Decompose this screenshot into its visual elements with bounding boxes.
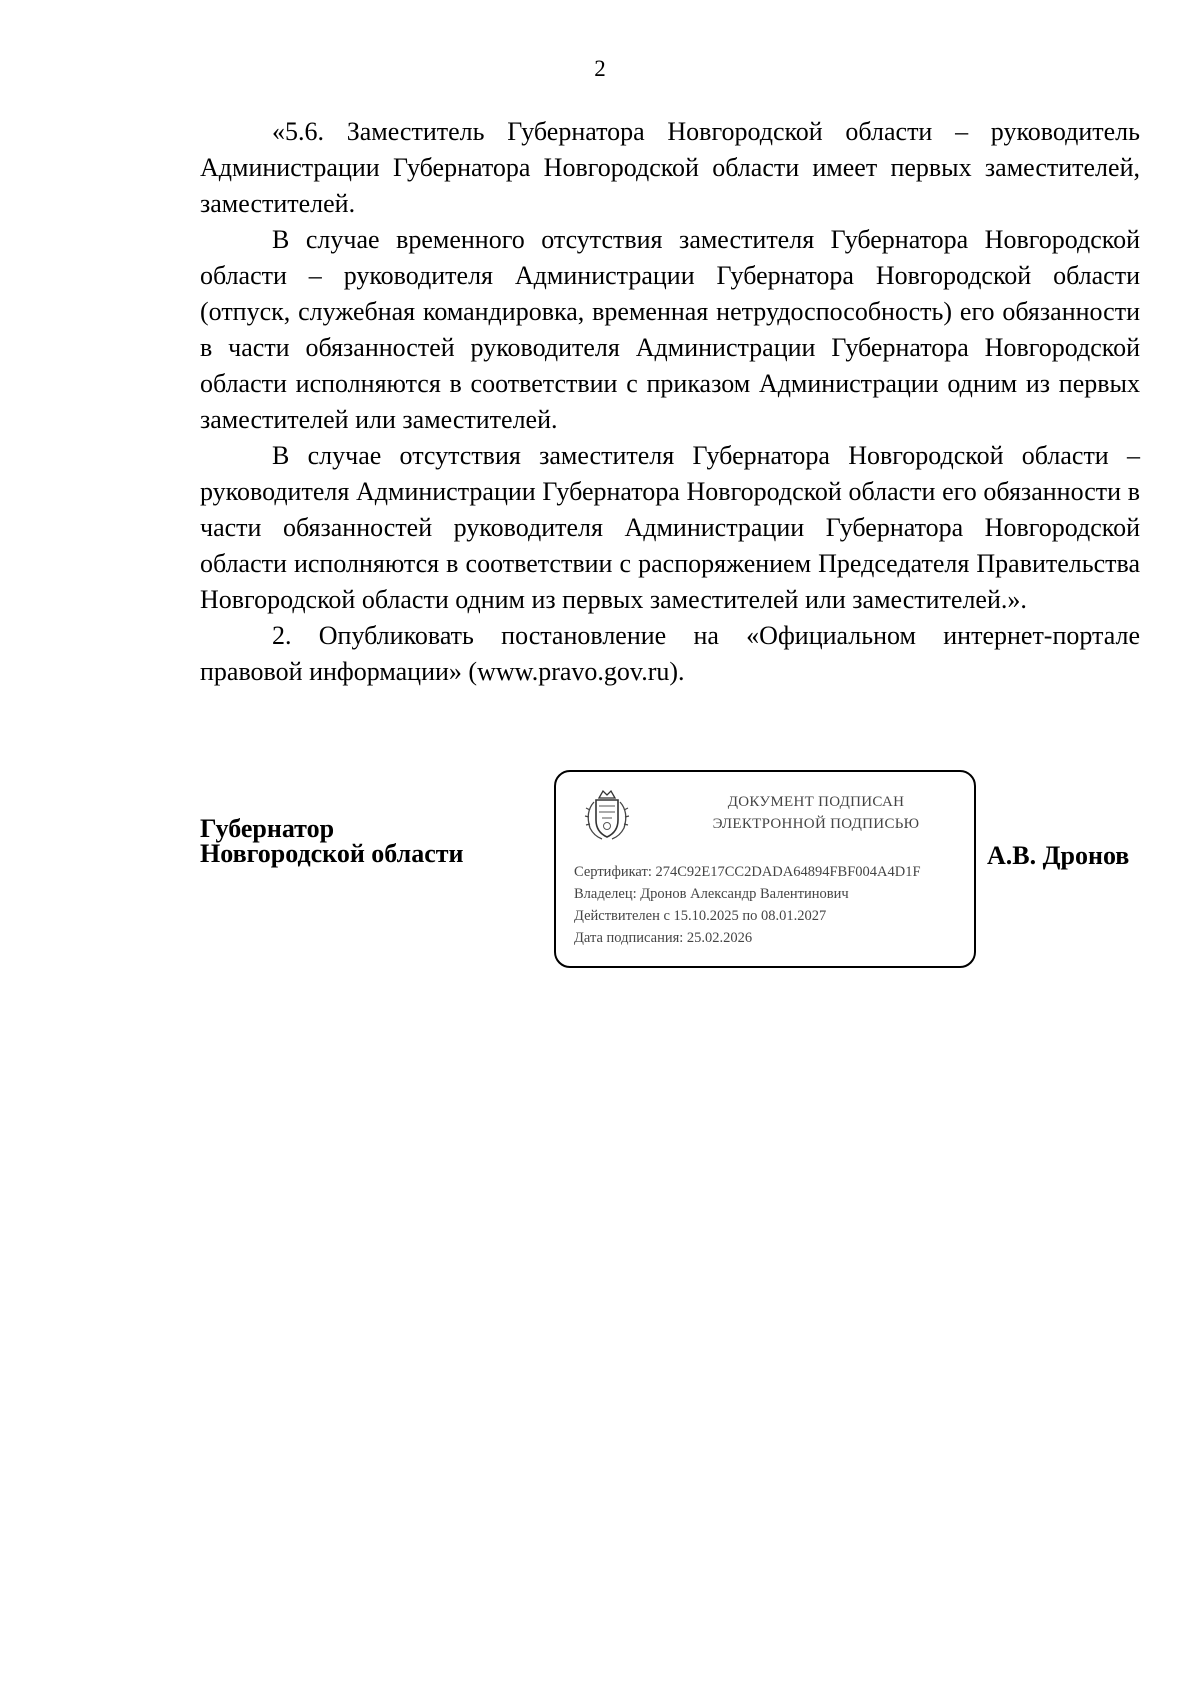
document-body <box>200 114 1140 690</box>
stamp-heading-line2: ЭЛЕКТРОННОЙ ПОДПИСЬЮ <box>712 816 920 832</box>
stamp-heading-line1: ДОКУМЕНТ ПОДПИСАН <box>727 794 905 810</box>
stamp-certificate: Сертификат: 274C92E17CC2DADA64894FBF004A4D1F <box>574 864 921 880</box>
paragraph-temporary-absence: В случае временного отсутствия заместителя Губернатора Новгородской области – руководителя Администрации Губернатора Новгородской области (отпуск, служебная командировка, временная нетрудоспособность) его обязанности в части обязанностей руководителя Администрации Губернатора Новгородской области исполняются в соответствии с приказом Администрации одним из первых заместителей или заместителей. <box>200 225 1140 434</box>
signer-position-line2: Новгородской области <box>200 839 464 868</box>
signer-position-line1: Губернатор <box>200 814 335 843</box>
stamp-owner: Владелец: Дронов Александр Валентинович <box>574 886 849 902</box>
signer-name: А.В. Дронов <box>987 841 1130 870</box>
paragraph-publication: 2. Опубликовать постановление на «Официальном интернет-портале правовой информации» (www.pravo.gov.ru). <box>200 621 1140 686</box>
signer-position <box>200 816 464 866</box>
stamp-signed-date: Дата подписания: 25.02.2026 <box>574 930 753 946</box>
coat-of-arms-icon <box>582 784 632 842</box>
paragraph-absence: В случае отсутствия заместителя Губернатора Новгородской области – руководителя Администрации Губернатора Новгородской области его обязанности в части обязанностей руководителя Администрации Губернатора Новгородской области исполняются в соответствии с распоряжением Председателя Правительства Новгородской области одним из первых заместителей или заместителей.». <box>200 441 1140 614</box>
paragraph-5-6: «5.6. Заместитель Губернатора Новгородской области – руководитель Администрации Губернатора Новгородской области имеет первых заместителей, заместителей. <box>200 117 1140 218</box>
electronic-signature-stamp <box>554 770 976 968</box>
stamp-validity: Действителен с 15.10.2025 по 08.01.2027 <box>574 908 827 924</box>
page-number: 2 <box>594 56 606 81</box>
